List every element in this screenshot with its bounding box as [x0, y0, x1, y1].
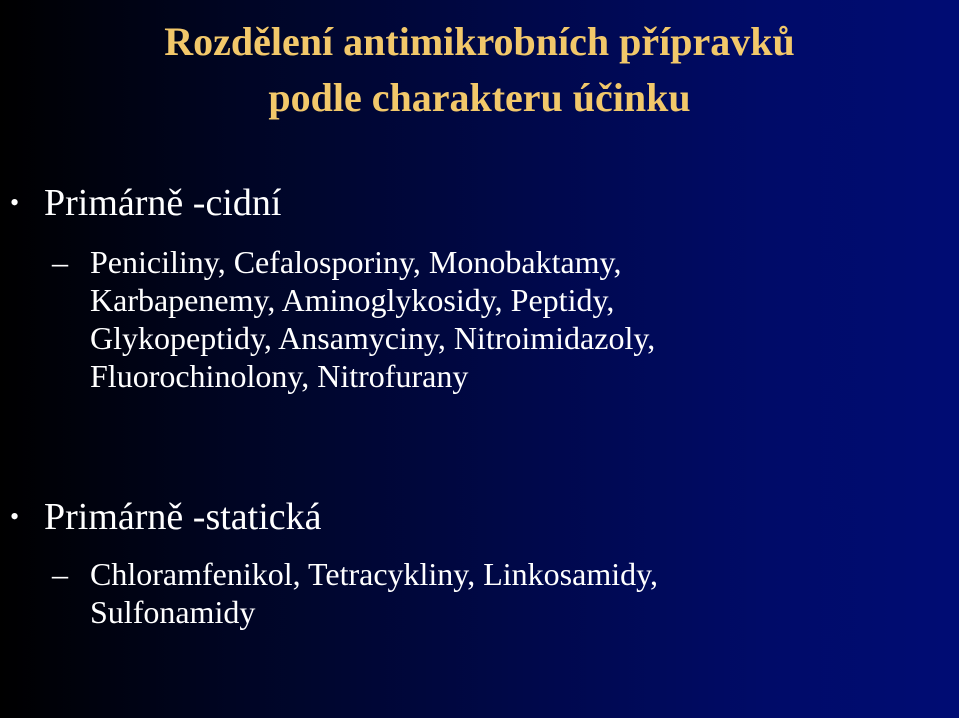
- sub-item-line: Peniciliny, Cefalosporiny, Monobaktamy,: [90, 244, 622, 280]
- sub-item-line: Glykopeptidy, Ansamyciny, Nitroimidazoly,: [90, 320, 656, 356]
- bullet-dot-icon: •: [10, 188, 20, 217]
- bullet-primarne-cidni: [10, 181, 281, 225]
- title-line-2: podle charakteru účinku: [268, 75, 691, 120]
- sub-item-line: Karbapenemy, Aminoglykosidy, Peptidy,: [90, 282, 615, 318]
- bullet-heading: Primárně -cidní: [44, 182, 282, 224]
- bullet-dot-icon: •: [10, 502, 20, 531]
- sub-item-line: Fluorochinolony, Nitrofurany: [90, 358, 469, 394]
- sub-item-line: Chloramfenikol, Tetracykliny, Linkosamidy,: [90, 556, 659, 592]
- dash-icon: –: [52, 556, 68, 592]
- sub-item-staticka-drugs: [52, 555, 658, 631]
- bullet-heading: Primárně -statická: [44, 496, 322, 538]
- dash-icon: –: [52, 244, 68, 280]
- sub-item-cidni-drugs: [52, 243, 655, 395]
- title-line-1: Rozdělení antimikrobních přípravků: [164, 19, 795, 64]
- sub-item-line: Sulfonamidy: [90, 594, 256, 630]
- bullet-primarne-staticka: [10, 495, 322, 539]
